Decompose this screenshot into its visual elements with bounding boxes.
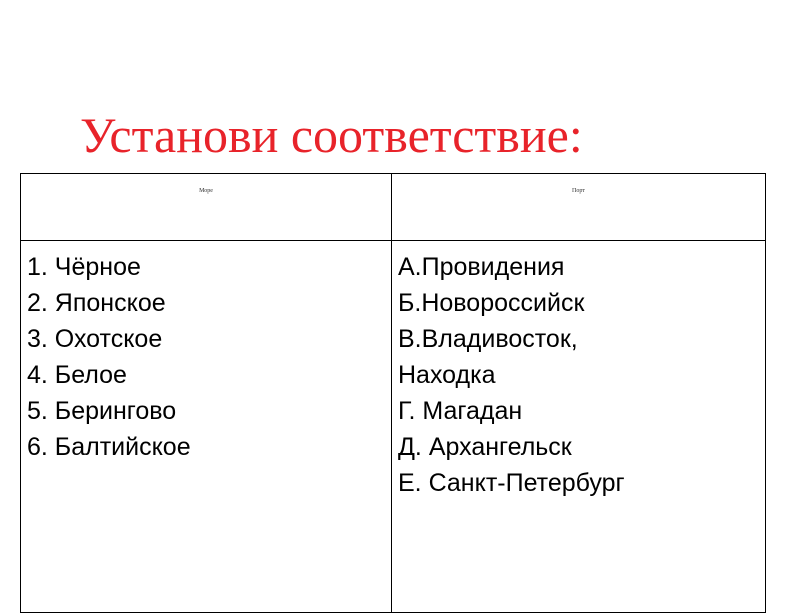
sea-item: 2. Японское <box>27 289 166 317</box>
port-item: Г. Магадан <box>398 397 523 425</box>
port-item: В.Владивосток, <box>398 325 578 353</box>
sea-item: 6. Балтийское <box>27 433 191 461</box>
header-seas: Море <box>21 174 392 241</box>
ports-list <box>392 241 765 501</box>
port-item: Д. Архангельск <box>398 433 572 461</box>
port-item: Б.Новороссийск <box>398 289 585 317</box>
sea-item: 5. Берингово <box>27 397 177 425</box>
table-row <box>21 241 766 613</box>
ports-cell <box>392 241 766 613</box>
sea-item: 4. Белое <box>27 361 127 389</box>
sea-item: 3. Охотское <box>27 325 163 353</box>
port-item: Е. Санкт-Петербург <box>398 469 625 497</box>
port-item: Находка <box>398 361 496 389</box>
sea-item: 1. Чёрное <box>27 253 141 281</box>
seas-cell <box>21 241 392 613</box>
header-ports: Порт <box>392 174 766 241</box>
page-title: Установи соответствие: <box>80 107 583 163</box>
seas-list <box>21 241 391 465</box>
matching-table <box>20 173 766 613</box>
port-item: А.Провидения <box>398 253 565 281</box>
table-header-row <box>21 174 766 241</box>
